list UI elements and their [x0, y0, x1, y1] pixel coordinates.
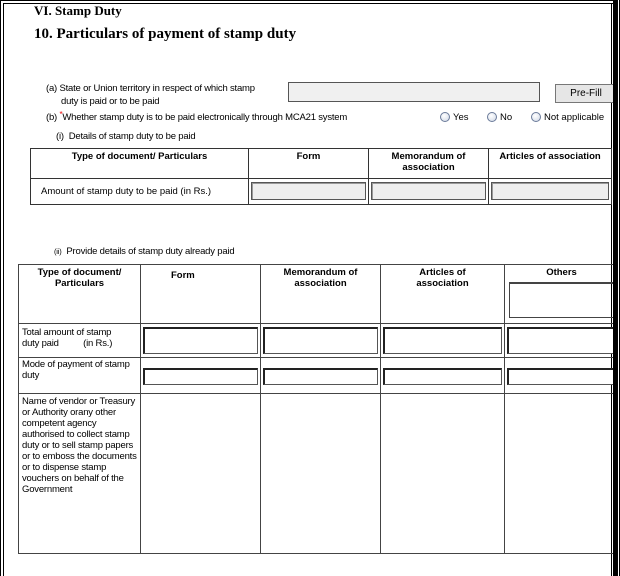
stamp-duty-paid-table	[18, 264, 619, 554]
subsection-title: 10. Particulars of payment of stamp duty	[34, 26, 297, 42]
row-label-line: duty paid (in Rs.)	[22, 338, 113, 349]
stamp-duty-to-pay-table	[30, 148, 612, 205]
column-header: Form	[141, 265, 261, 324]
row-label-line: Total amount of stamp	[22, 327, 112, 338]
caption-text: Provide details of stamp duty already paid	[66, 246, 235, 257]
others-cell	[505, 358, 619, 394]
prefill-button[interactable]: Pre-Fill	[555, 84, 617, 103]
radio-no[interactable]	[487, 112, 512, 123]
required-mark: *	[59, 110, 63, 119]
frame-border	[0, 0, 613, 1]
others-cell	[505, 324, 619, 358]
others-vendor-cell[interactable]	[505, 394, 619, 554]
column-header: Articles of association	[381, 265, 505, 324]
row-label: Mode of payment of stamp duty	[19, 358, 141, 394]
radio-icon[interactable]	[440, 112, 450, 122]
form-cell	[141, 324, 261, 358]
moa-amount-input[interactable]	[371, 182, 486, 200]
column-header: Form	[249, 149, 369, 179]
radio-yes[interactable]	[440, 112, 469, 123]
others-header-cell	[505, 265, 619, 324]
section-title: VI. Stamp Duty	[34, 3, 122, 18]
row-label: Name of vendor or Treasury or Authority orany other competent agency authorised to collect stamp duty or to sell stamp papers or to emboss the documents or to dispense stamp vouchers on behalf of the Government	[19, 394, 141, 554]
moa-cell	[369, 179, 489, 205]
caption-number: (ii)	[54, 247, 62, 256]
state-label: (a) State or Union territory in respect of which stamp	[46, 83, 255, 94]
radio-not-applicable[interactable]	[531, 112, 604, 123]
column-header: Articles of association	[489, 149, 612, 179]
row-label: Amount of stamp duty to be paid (in Rs.)	[31, 179, 249, 205]
caption-number: (i)	[56, 131, 64, 142]
others-input[interactable]	[509, 282, 616, 318]
column-header: Type of document/ Particulars	[31, 149, 249, 179]
frame-border	[3, 3, 4, 576]
radio-label: Not applicable	[544, 112, 605, 123]
radio-label: Yes	[453, 112, 469, 123]
form-total-input[interactable]	[143, 327, 258, 354]
form-cell	[141, 358, 261, 394]
aoa-vendor-cell[interactable]	[381, 394, 505, 554]
frame-border	[0, 0, 1, 576]
item-prefix: (b)	[46, 112, 60, 123]
form-mode-input[interactable]	[143, 368, 258, 385]
row-label	[19, 324, 141, 358]
radio-icon[interactable]	[531, 112, 541, 122]
radio-label: No	[500, 112, 513, 123]
aoa-cell	[381, 324, 505, 358]
form-amount-input[interactable]	[251, 182, 366, 200]
aoa-mode-input[interactable]	[383, 368, 502, 385]
form-cell	[249, 179, 369, 205]
caption-text: Details of stamp duty to be paid	[68, 131, 196, 142]
moa-cell	[261, 324, 381, 358]
moa-mode-input[interactable]	[263, 368, 378, 385]
electronic-payment-label	[46, 112, 347, 123]
aoa-cell	[381, 358, 505, 394]
others-mode-input[interactable]	[507, 368, 616, 385]
electronic-payment-text: Whether stamp duty is to be paid electronically through MCA21 system	[62, 112, 348, 123]
others-total-input[interactable]	[507, 327, 616, 354]
aoa-cell	[489, 179, 612, 205]
aoa-amount-input[interactable]	[491, 182, 609, 200]
column-header: Others	[546, 267, 577, 278]
table-caption	[54, 246, 234, 257]
radio-icon[interactable]	[487, 112, 497, 122]
aoa-total-input[interactable]	[383, 327, 502, 354]
moa-total-input[interactable]	[263, 327, 378, 354]
state-input[interactable]	[288, 82, 540, 102]
column-header: Memorandum of association	[369, 149, 489, 179]
moa-cell	[261, 358, 381, 394]
state-label-cont: duty is paid or to be paid	[61, 96, 160, 107]
form-vendor-cell[interactable]	[141, 394, 261, 554]
column-header: Memorandum of association	[261, 265, 381, 324]
moa-vendor-cell[interactable]	[261, 394, 381, 554]
column-header: Type of document/ Particulars	[19, 265, 141, 324]
table-caption	[56, 131, 195, 142]
